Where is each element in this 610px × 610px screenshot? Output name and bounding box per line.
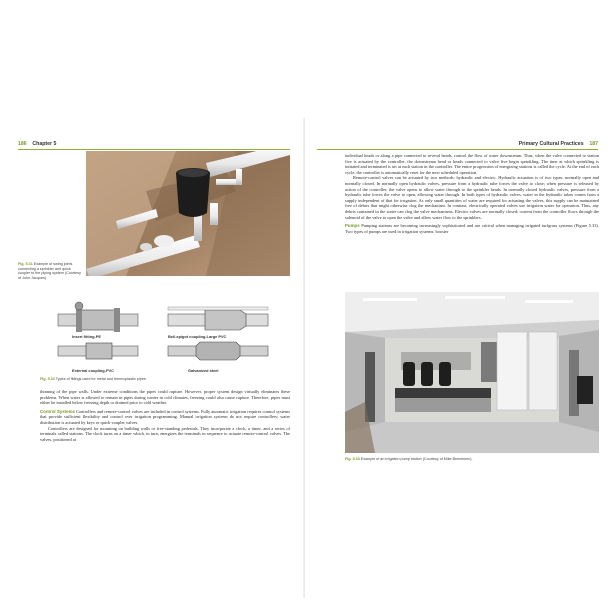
figure-533-label: Fig. 5.33	[345, 457, 360, 461]
right-body-text	[345, 153, 599, 234]
figure-531-caption-text: Example of swing joints connecting a sprinkler and quick coupler to the piping system (Courtesy of John Jacques).	[18, 262, 81, 280]
right-page-number: 187	[589, 141, 598, 147]
fitting-label-galvanized: Galvanized steel	[188, 368, 219, 373]
figure-533-photo	[345, 292, 599, 453]
pump-station-illustration	[345, 292, 599, 453]
figure-532-label: Fig. 5.32	[40, 377, 55, 381]
pumps-heading: Pumps	[345, 223, 360, 229]
figure-533-caption-text: Example of an irrigation pump station (Courtesy of Mike Bemelmen).	[360, 457, 473, 461]
insert-fitting-drawing	[58, 302, 138, 332]
running-head-title: Primary Cultural Practices	[518, 141, 584, 147]
right-page	[305, 0, 610, 610]
pumps-text: Pumping stations are becoming increasingly sophisticated and are critical when managing irrigated turfgrass systems (Figure 5.33). Two types of pumps are used in irrigation systems: booster	[345, 223, 599, 234]
figure-533-caption	[345, 457, 599, 462]
left-page-number: 186	[18, 141, 27, 147]
fitting-label-external-coupling: External coupling-PVC	[72, 368, 114, 373]
left-paragraph-1: thinning of the pipe walls. Under extreme conditions the pipes could rupture. However, proper system design virtually eliminates these problems. When water is allowed to remain in pipes during winter in cold climates, freezing could also cause rupture. Therefore, pipes must either be installed below freezing depth or drained prior to cold weather.	[40, 389, 290, 406]
control-systems-text: Controllers and remote-control valves are included in control systems. Fully automatic irrigation requires control systems that provide sufficient flexibility and control over irrigation programming. Manual irrigation systems do not require controllers; water distribution is actuated by keys or quick-coupler valves.	[40, 408, 290, 425]
right-paragraph-2: Remote-control valves can be actuated by two methods: hydraulic and electric. Hydraulic actuation is of two types: normally open and normally closed. In normally open hydraulic valves, pressure from a hydraulic tube forces the valve to close; when pressure is released by action of the controller, the valve opens to allow water through to the sprinkler heads. In normally closed hydraulic valves, pressure from a hydraulic tube forces the valve to open, allowing water through. In both types of hydraulic valves, water in the hydraulic tubes comes from a supply independent of that for irrigation. As only small quantities of water are required for actuating the valves, this supply can be maintained free of debris that might otherwise clog the mechanism. In contrast, electrically operated valves use irrigation water for operation. Thus, any debris contained in the water can clog the valve mechanisms. Electric valves are normally closed; current from the controller flows through the solenoid of the valve to open the valve and allow water flow to the sprinklers.	[345, 175, 599, 220]
fitting-label-bell-spigot: Bell-spigot coupling-Large PVC	[168, 334, 227, 339]
galvanized-steel-drawing	[168, 342, 268, 360]
right-running-head	[519, 141, 598, 147]
figure-531-photo	[86, 151, 290, 276]
left-paragraph-2	[40, 409, 290, 426]
left-running-head	[18, 141, 56, 147]
fitting-label-insert: Insert fitting-PE	[72, 334, 101, 339]
left-body-text	[40, 389, 290, 442]
left-header-rule	[18, 149, 290, 150]
figure-532-caption	[40, 377, 290, 382]
right-paragraph-1: individual heads or along a pipe connected to several heads, control the flow of water downstream. Thus, when the valve connected to station five is actuated by the controller, the downstream head or heads connected to valve five begin sprinkling. The time at which sprinkling is initiated and terminated is set at each station in the controller. The entire progression of energizing stations is called the cycle. At the end of each cycle, the controller is automatically reset for the next scheduled operation.	[345, 153, 599, 175]
bell-spigot-drawing	[168, 307, 268, 330]
swing-joint-illustration	[86, 151, 290, 276]
left-paragraph-3: Controllers are designed for mounting on building walls or free-standing pedestals. They incorporate a clock, a timer, and a series of terminals called stations. The clock turns on a timer which, in turn, energizes the terminals in sequence to actuate remote-control valves. The valves, positioned at	[40, 425, 290, 442]
right-paragraph-3	[345, 223, 599, 234]
figure-531-caption	[18, 262, 82, 280]
external-coupling-drawing	[58, 343, 138, 359]
figure-532-caption-text: Types of fittings used for metal and thermoplastic pipes.	[55, 377, 147, 381]
control-systems-heading: Control Systems	[40, 408, 75, 414]
figure-531-label: Fig. 5.31	[18, 262, 33, 266]
chapter-title: Chapter 5	[32, 141, 57, 147]
right-header-rule	[317, 149, 598, 150]
